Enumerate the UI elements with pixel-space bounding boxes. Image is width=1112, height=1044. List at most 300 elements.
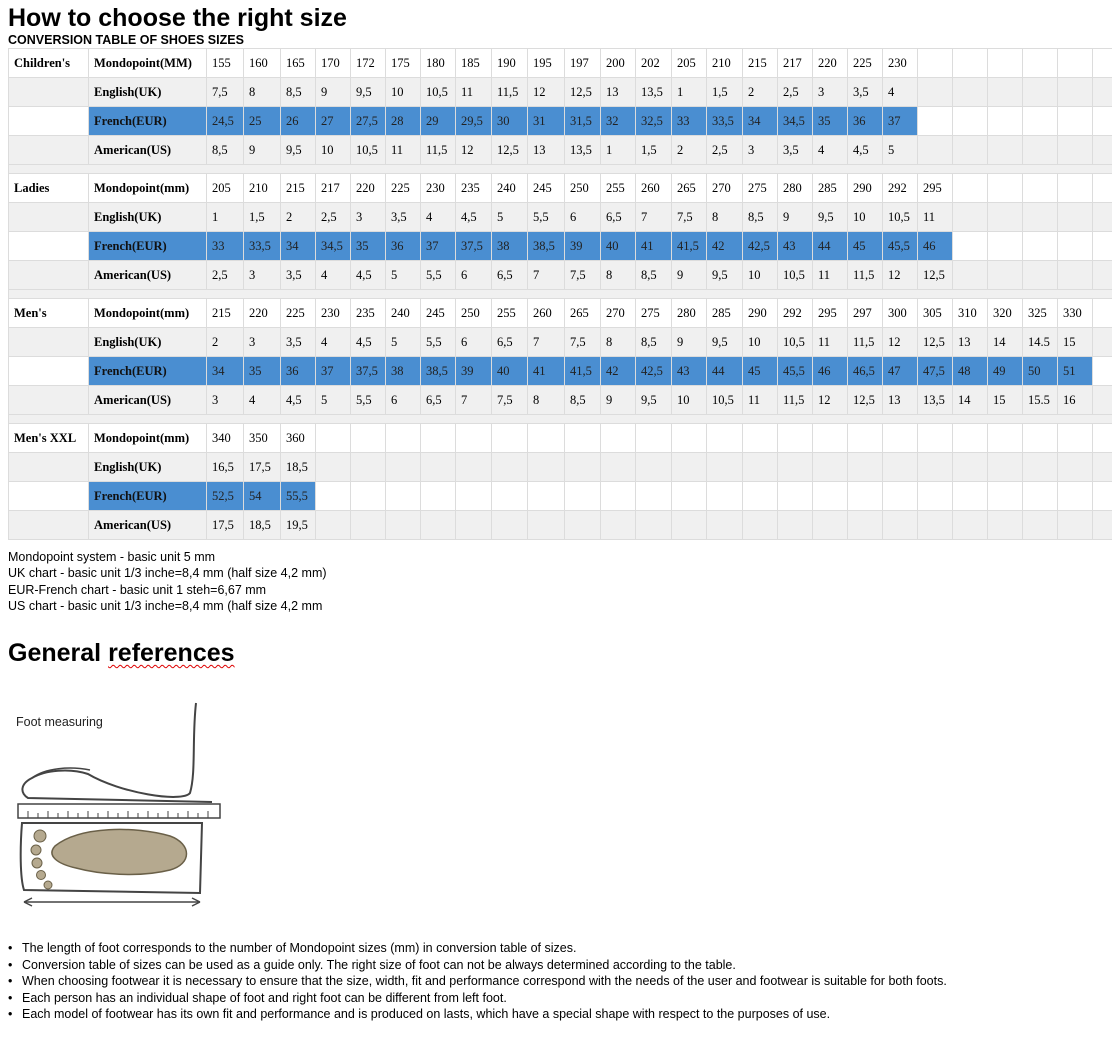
size-cell: 2,5 — [316, 203, 351, 232]
size-cell: 34,5 — [778, 107, 813, 136]
group-spacer-row — [9, 165, 1112, 174]
size-cell: 10,5 — [707, 386, 743, 415]
size-cell: 9 — [244, 136, 281, 165]
size-cell — [1023, 453, 1058, 482]
size-cell: 10,5 — [351, 136, 386, 165]
size-cell — [778, 482, 813, 511]
row-label: French(EUR) — [89, 482, 207, 511]
size-cell: 170 — [316, 49, 351, 78]
size-cell: 14 — [988, 328, 1023, 357]
category-cell: Men's — [9, 299, 89, 328]
size-cell: 255 — [601, 174, 636, 203]
size-cell: 292 — [778, 299, 813, 328]
size-cell: 37 — [421, 232, 456, 261]
size-cell: 205 — [672, 49, 707, 78]
size-cell — [813, 453, 848, 482]
size-cell: 11,5 — [848, 328, 883, 357]
size-cell — [743, 424, 778, 453]
size-cell: 10 — [743, 261, 778, 290]
size-cell: 18,5 — [244, 511, 281, 540]
size-cell: 6 — [565, 203, 601, 232]
size-cell: 10,5 — [421, 78, 456, 107]
size-cell: 5,5 — [421, 328, 456, 357]
category-cell — [9, 203, 89, 232]
size-cell: 47,5 — [918, 357, 953, 386]
size-cell: 250 — [456, 299, 492, 328]
size-cell — [1023, 78, 1058, 107]
category-cell — [9, 232, 89, 261]
size-cell: 8 — [244, 78, 281, 107]
size-cell: 180 — [421, 49, 456, 78]
size-cell: 10 — [386, 78, 421, 107]
size-cell — [743, 511, 778, 540]
size-cell: 7 — [636, 203, 672, 232]
row-label: French(EUR) — [89, 107, 207, 136]
row-label: American(US) — [89, 261, 207, 290]
size-cell — [953, 107, 988, 136]
size-conversion-table — [8, 48, 1112, 540]
row-label: French(EUR) — [89, 357, 207, 386]
size-cell: 12,5 — [848, 386, 883, 415]
size-cell: 330 — [1058, 299, 1093, 328]
size-cell — [988, 136, 1023, 165]
size-cell: 300 — [883, 299, 918, 328]
size-cell: 45 — [848, 232, 883, 261]
size-cell: 33,5 — [244, 232, 281, 261]
size-cell: 5 — [386, 261, 421, 290]
size-cell: 28 — [386, 107, 421, 136]
size-cell — [386, 424, 421, 453]
size-cell: 36 — [386, 232, 421, 261]
heading-word: references — [108, 639, 235, 667]
size-cell: 34 — [743, 107, 778, 136]
size-cell: 29,5 — [456, 107, 492, 136]
size-cell: 29 — [421, 107, 456, 136]
size-cell — [456, 482, 492, 511]
size-cell: 250 — [565, 174, 601, 203]
size-cell: 49 — [988, 357, 1023, 386]
size-cell — [565, 424, 601, 453]
size-cell — [813, 511, 848, 540]
size-cell: 52,5 — [207, 482, 244, 511]
size-cell — [1023, 107, 1058, 136]
size-cell — [883, 511, 918, 540]
size-cell: 41 — [528, 357, 565, 386]
size-cell: 230 — [883, 49, 918, 78]
section-heading-general-references — [8, 638, 235, 668]
size-cell: 11,5 — [778, 386, 813, 415]
size-cell: 39 — [565, 232, 601, 261]
size-cell — [1093, 136, 1112, 165]
size-cell: 11 — [813, 328, 848, 357]
foot-measuring-illustration — [10, 698, 235, 913]
table-subtitle: CONVERSION TABLE OF SHOES SIZES — [8, 33, 244, 47]
size-cell: 7,5 — [565, 328, 601, 357]
list-item: • Each model of footwear has its own fit and performance and is produced on lasts, which have a special shape with respect to the purposes of use. — [8, 1006, 947, 1023]
size-cell — [743, 453, 778, 482]
size-cell — [953, 136, 988, 165]
size-cell: 285 — [707, 299, 743, 328]
row-label: English(UK) — [89, 203, 207, 232]
note-line: UK chart - basic unit 1/3 inche=8,4 mm (half size 4,2 mm) — [8, 566, 327, 581]
size-cell: 172 — [351, 49, 386, 78]
size-cell — [421, 453, 456, 482]
category-cell: Men's XXL — [9, 424, 89, 453]
size-cell: 16,5 — [207, 453, 244, 482]
size-cell — [565, 453, 601, 482]
size-cell: 6,5 — [601, 203, 636, 232]
size-cell: 220 — [351, 174, 386, 203]
size-cell: 9 — [601, 386, 636, 415]
size-cell: 5,5 — [351, 386, 386, 415]
size-cell: 32,5 — [636, 107, 672, 136]
size-cell: 12 — [883, 328, 918, 357]
size-cell: 9 — [778, 203, 813, 232]
size-cell — [1058, 232, 1093, 261]
size-cell — [421, 424, 456, 453]
size-cell: 9,5 — [813, 203, 848, 232]
category-cell — [9, 78, 89, 107]
size-cell: 5 — [316, 386, 351, 415]
category-cell — [9, 453, 89, 482]
size-cell: 19,5 — [281, 511, 316, 540]
size-cell: 45,5 — [883, 232, 918, 261]
size-cell: 197 — [565, 49, 601, 78]
size-cell: 39 — [456, 357, 492, 386]
size-cell — [848, 453, 883, 482]
size-cell: 9,5 — [281, 136, 316, 165]
size-cell: 215 — [743, 49, 778, 78]
row-label: Mondopoint(mm) — [89, 174, 207, 203]
size-cell: 275 — [636, 299, 672, 328]
size-cell: 7,5 — [492, 386, 528, 415]
size-cell: 5,5 — [528, 203, 565, 232]
size-cell: 280 — [778, 174, 813, 203]
category-cell — [9, 386, 89, 415]
size-cell: 11 — [813, 261, 848, 290]
size-cell: 11,5 — [492, 78, 528, 107]
size-cell — [456, 511, 492, 540]
size-cell — [1058, 136, 1093, 165]
size-cell — [988, 174, 1023, 203]
size-cell — [988, 511, 1023, 540]
size-cell — [565, 482, 601, 511]
size-cell — [953, 453, 988, 482]
size-cell: 6,5 — [492, 328, 528, 357]
size-cell: 36 — [281, 357, 316, 386]
size-cell: 3 — [813, 78, 848, 107]
size-cell: 14.5 — [1023, 328, 1058, 357]
size-cell — [672, 424, 707, 453]
size-cell: 4,5 — [351, 261, 386, 290]
size-cell: 9,5 — [707, 328, 743, 357]
note-line: Mondopoint system - basic unit 5 mm — [8, 550, 216, 564]
size-cell — [1058, 424, 1093, 453]
size-cell: 340 — [207, 424, 244, 453]
size-cell: 12,5 — [492, 136, 528, 165]
size-cell: 35 — [351, 232, 386, 261]
size-cell: 54 — [244, 482, 281, 511]
size-cell — [918, 453, 953, 482]
size-cell — [953, 261, 988, 290]
size-cell: 8 — [601, 328, 636, 357]
list-item: • Conversion table of sizes can be used as a guide only. The right size of foot can not be always determined according to the table. — [8, 957, 947, 974]
size-cell — [848, 424, 883, 453]
size-cell — [492, 511, 528, 540]
size-cell: 3 — [743, 136, 778, 165]
size-cell — [1093, 232, 1112, 261]
size-cell: 38 — [492, 232, 528, 261]
size-cell: 275 — [743, 174, 778, 203]
list-item: • Each person has an individual shape of foot and right foot can be different from left foot. — [8, 990, 947, 1007]
size-cell: 13 — [601, 78, 636, 107]
size-cell: 12,5 — [918, 261, 953, 290]
size-cell: 2 — [743, 78, 778, 107]
size-cell: 292 — [883, 174, 918, 203]
size-cell — [601, 511, 636, 540]
size-cell: 295 — [813, 299, 848, 328]
size-cell: 210 — [707, 49, 743, 78]
size-cell — [988, 482, 1023, 511]
size-cell: 15.5 — [1023, 386, 1058, 415]
size-cell: 310 — [953, 299, 988, 328]
size-cell — [1058, 174, 1093, 203]
table-row — [9, 424, 1112, 453]
size-cell — [1093, 386, 1112, 415]
size-cell: 30 — [492, 107, 528, 136]
size-cell — [1023, 203, 1058, 232]
size-cell: 175 — [386, 49, 421, 78]
size-cell — [1058, 78, 1093, 107]
size-cell: 10,5 — [778, 261, 813, 290]
size-cell: 225 — [386, 174, 421, 203]
size-cell: 4,5 — [281, 386, 316, 415]
size-cell: 210 — [244, 174, 281, 203]
size-cell: 43 — [778, 232, 813, 261]
size-cell: 38 — [386, 357, 421, 386]
size-cell — [988, 261, 1023, 290]
size-cell — [918, 49, 953, 78]
size-cell: 6,5 — [492, 261, 528, 290]
size-cell — [743, 482, 778, 511]
size-cell — [953, 174, 988, 203]
group-spacer-row — [9, 290, 1112, 299]
size-cell: 360 — [281, 424, 316, 453]
size-cell — [1058, 261, 1093, 290]
size-cell: 44 — [813, 232, 848, 261]
category-cell — [9, 357, 89, 386]
size-cell: 320 — [988, 299, 1023, 328]
size-cell: 35 — [244, 357, 281, 386]
size-cell: 1,5 — [244, 203, 281, 232]
size-cell — [1023, 424, 1058, 453]
size-cell: 35 — [813, 107, 848, 136]
size-cell — [351, 482, 386, 511]
size-cell — [953, 78, 988, 107]
size-cell: 10 — [743, 328, 778, 357]
size-cell: 46 — [918, 232, 953, 261]
size-cell: 34 — [207, 357, 244, 386]
size-cell: 12,5 — [918, 328, 953, 357]
size-cell: 4,5 — [848, 136, 883, 165]
table-row — [9, 232, 1112, 261]
category-cell — [9, 328, 89, 357]
size-cell — [601, 424, 636, 453]
size-cell: 38,5 — [421, 357, 456, 386]
size-cell — [918, 136, 953, 165]
size-cell: 12,5 — [565, 78, 601, 107]
size-cell: 3,5 — [778, 136, 813, 165]
size-cell — [953, 203, 988, 232]
size-cell: 41,5 — [565, 357, 601, 386]
size-cell — [316, 424, 351, 453]
size-cell: 9 — [672, 261, 707, 290]
size-cell — [386, 453, 421, 482]
size-cell: 8,5 — [743, 203, 778, 232]
size-cell — [1023, 511, 1058, 540]
unit-notes — [8, 549, 327, 614]
size-cell — [1023, 261, 1058, 290]
size-cell — [636, 482, 672, 511]
size-cell — [528, 424, 565, 453]
size-cell: 220 — [813, 49, 848, 78]
size-cell — [918, 482, 953, 511]
size-cell — [316, 511, 351, 540]
size-cell — [1093, 49, 1112, 78]
size-cell — [988, 203, 1023, 232]
size-cell — [988, 424, 1023, 453]
table-row — [9, 357, 1112, 386]
size-cell: 11,5 — [421, 136, 456, 165]
size-cell: 3 — [244, 261, 281, 290]
table-row — [9, 107, 1112, 136]
size-cell: 4 — [421, 203, 456, 232]
size-cell: 41 — [636, 232, 672, 261]
size-cell — [1023, 174, 1058, 203]
size-cell: 7 — [456, 386, 492, 415]
table-row — [9, 49, 1112, 78]
size-cell: 205 — [207, 174, 244, 203]
size-cell: 13 — [883, 386, 918, 415]
size-cell — [1093, 203, 1112, 232]
row-label: French(EUR) — [89, 232, 207, 261]
size-cell: 11 — [743, 386, 778, 415]
size-cell: 40 — [601, 232, 636, 261]
size-cell: 45 — [743, 357, 778, 386]
size-cell: 11 — [386, 136, 421, 165]
size-cell: 17,5 — [207, 511, 244, 540]
size-cell: 33 — [207, 232, 244, 261]
size-cell — [1093, 357, 1112, 386]
category-cell — [9, 107, 89, 136]
table-row — [9, 136, 1112, 165]
size-cell — [918, 424, 953, 453]
size-cell — [1023, 482, 1058, 511]
size-cell: 11,5 — [848, 261, 883, 290]
group-spacer-row — [9, 415, 1112, 424]
size-cell — [528, 453, 565, 482]
table-row — [9, 78, 1112, 107]
category-cell — [9, 482, 89, 511]
heading-prefix: General — [8, 639, 109, 667]
size-cell: 7,5 — [672, 203, 707, 232]
size-cell — [778, 453, 813, 482]
size-cell: 34,5 — [316, 232, 351, 261]
size-cell: 202 — [636, 49, 672, 78]
size-cell — [848, 482, 883, 511]
size-cell: 46 — [813, 357, 848, 386]
size-cell — [988, 107, 1023, 136]
size-cell: 33,5 — [707, 107, 743, 136]
size-cell: 6,5 — [421, 386, 456, 415]
size-cell — [848, 511, 883, 540]
size-cell: 8,5 — [207, 136, 244, 165]
size-cell: 8 — [707, 203, 743, 232]
size-cell — [883, 424, 918, 453]
size-cell: 265 — [565, 299, 601, 328]
table-row — [9, 386, 1112, 415]
size-cell — [883, 453, 918, 482]
size-cell: 6 — [456, 261, 492, 290]
size-cell — [953, 424, 988, 453]
size-cell — [813, 424, 848, 453]
size-cell: 33 — [672, 107, 707, 136]
size-cell — [421, 482, 456, 511]
size-cell — [813, 482, 848, 511]
footprint-sole-icon — [52, 829, 187, 874]
size-cell: 2,5 — [778, 78, 813, 107]
size-cell — [1058, 453, 1093, 482]
size-cell: 12 — [528, 78, 565, 107]
size-cell: 7 — [528, 328, 565, 357]
size-cell: 217 — [778, 49, 813, 78]
size-cell: 2,5 — [207, 261, 244, 290]
size-cell: 10 — [672, 386, 707, 415]
size-cell — [672, 453, 707, 482]
size-cell: 1 — [601, 136, 636, 165]
size-cell: 1 — [672, 78, 707, 107]
size-cell: 8,5 — [636, 261, 672, 290]
size-cell: 195 — [528, 49, 565, 78]
size-cell: 16 — [1058, 386, 1093, 415]
size-cell — [1093, 107, 1112, 136]
size-cell — [492, 482, 528, 511]
table-row — [9, 328, 1112, 357]
spacer-cell — [9, 415, 1112, 424]
size-cell: 290 — [743, 299, 778, 328]
row-label: Mondopoint(mm) — [89, 299, 207, 328]
size-cell: 235 — [456, 174, 492, 203]
size-cell — [316, 453, 351, 482]
size-cell: 245 — [528, 174, 565, 203]
size-cell — [707, 453, 743, 482]
size-cell: 4 — [316, 261, 351, 290]
size-cell: 260 — [528, 299, 565, 328]
size-cell: 215 — [207, 299, 244, 328]
size-cell: 50 — [1023, 357, 1058, 386]
size-cell — [1093, 78, 1112, 107]
size-cell: 11 — [918, 203, 953, 232]
size-cell — [636, 511, 672, 540]
size-cell: 8,5 — [281, 78, 316, 107]
size-cell: 350 — [244, 424, 281, 453]
table-row — [9, 203, 1112, 232]
size-cell — [351, 511, 386, 540]
size-cell: 235 — [351, 299, 386, 328]
page-title: How to choose the right size — [8, 4, 347, 32]
table-row — [9, 174, 1112, 203]
size-cell: 42,5 — [743, 232, 778, 261]
